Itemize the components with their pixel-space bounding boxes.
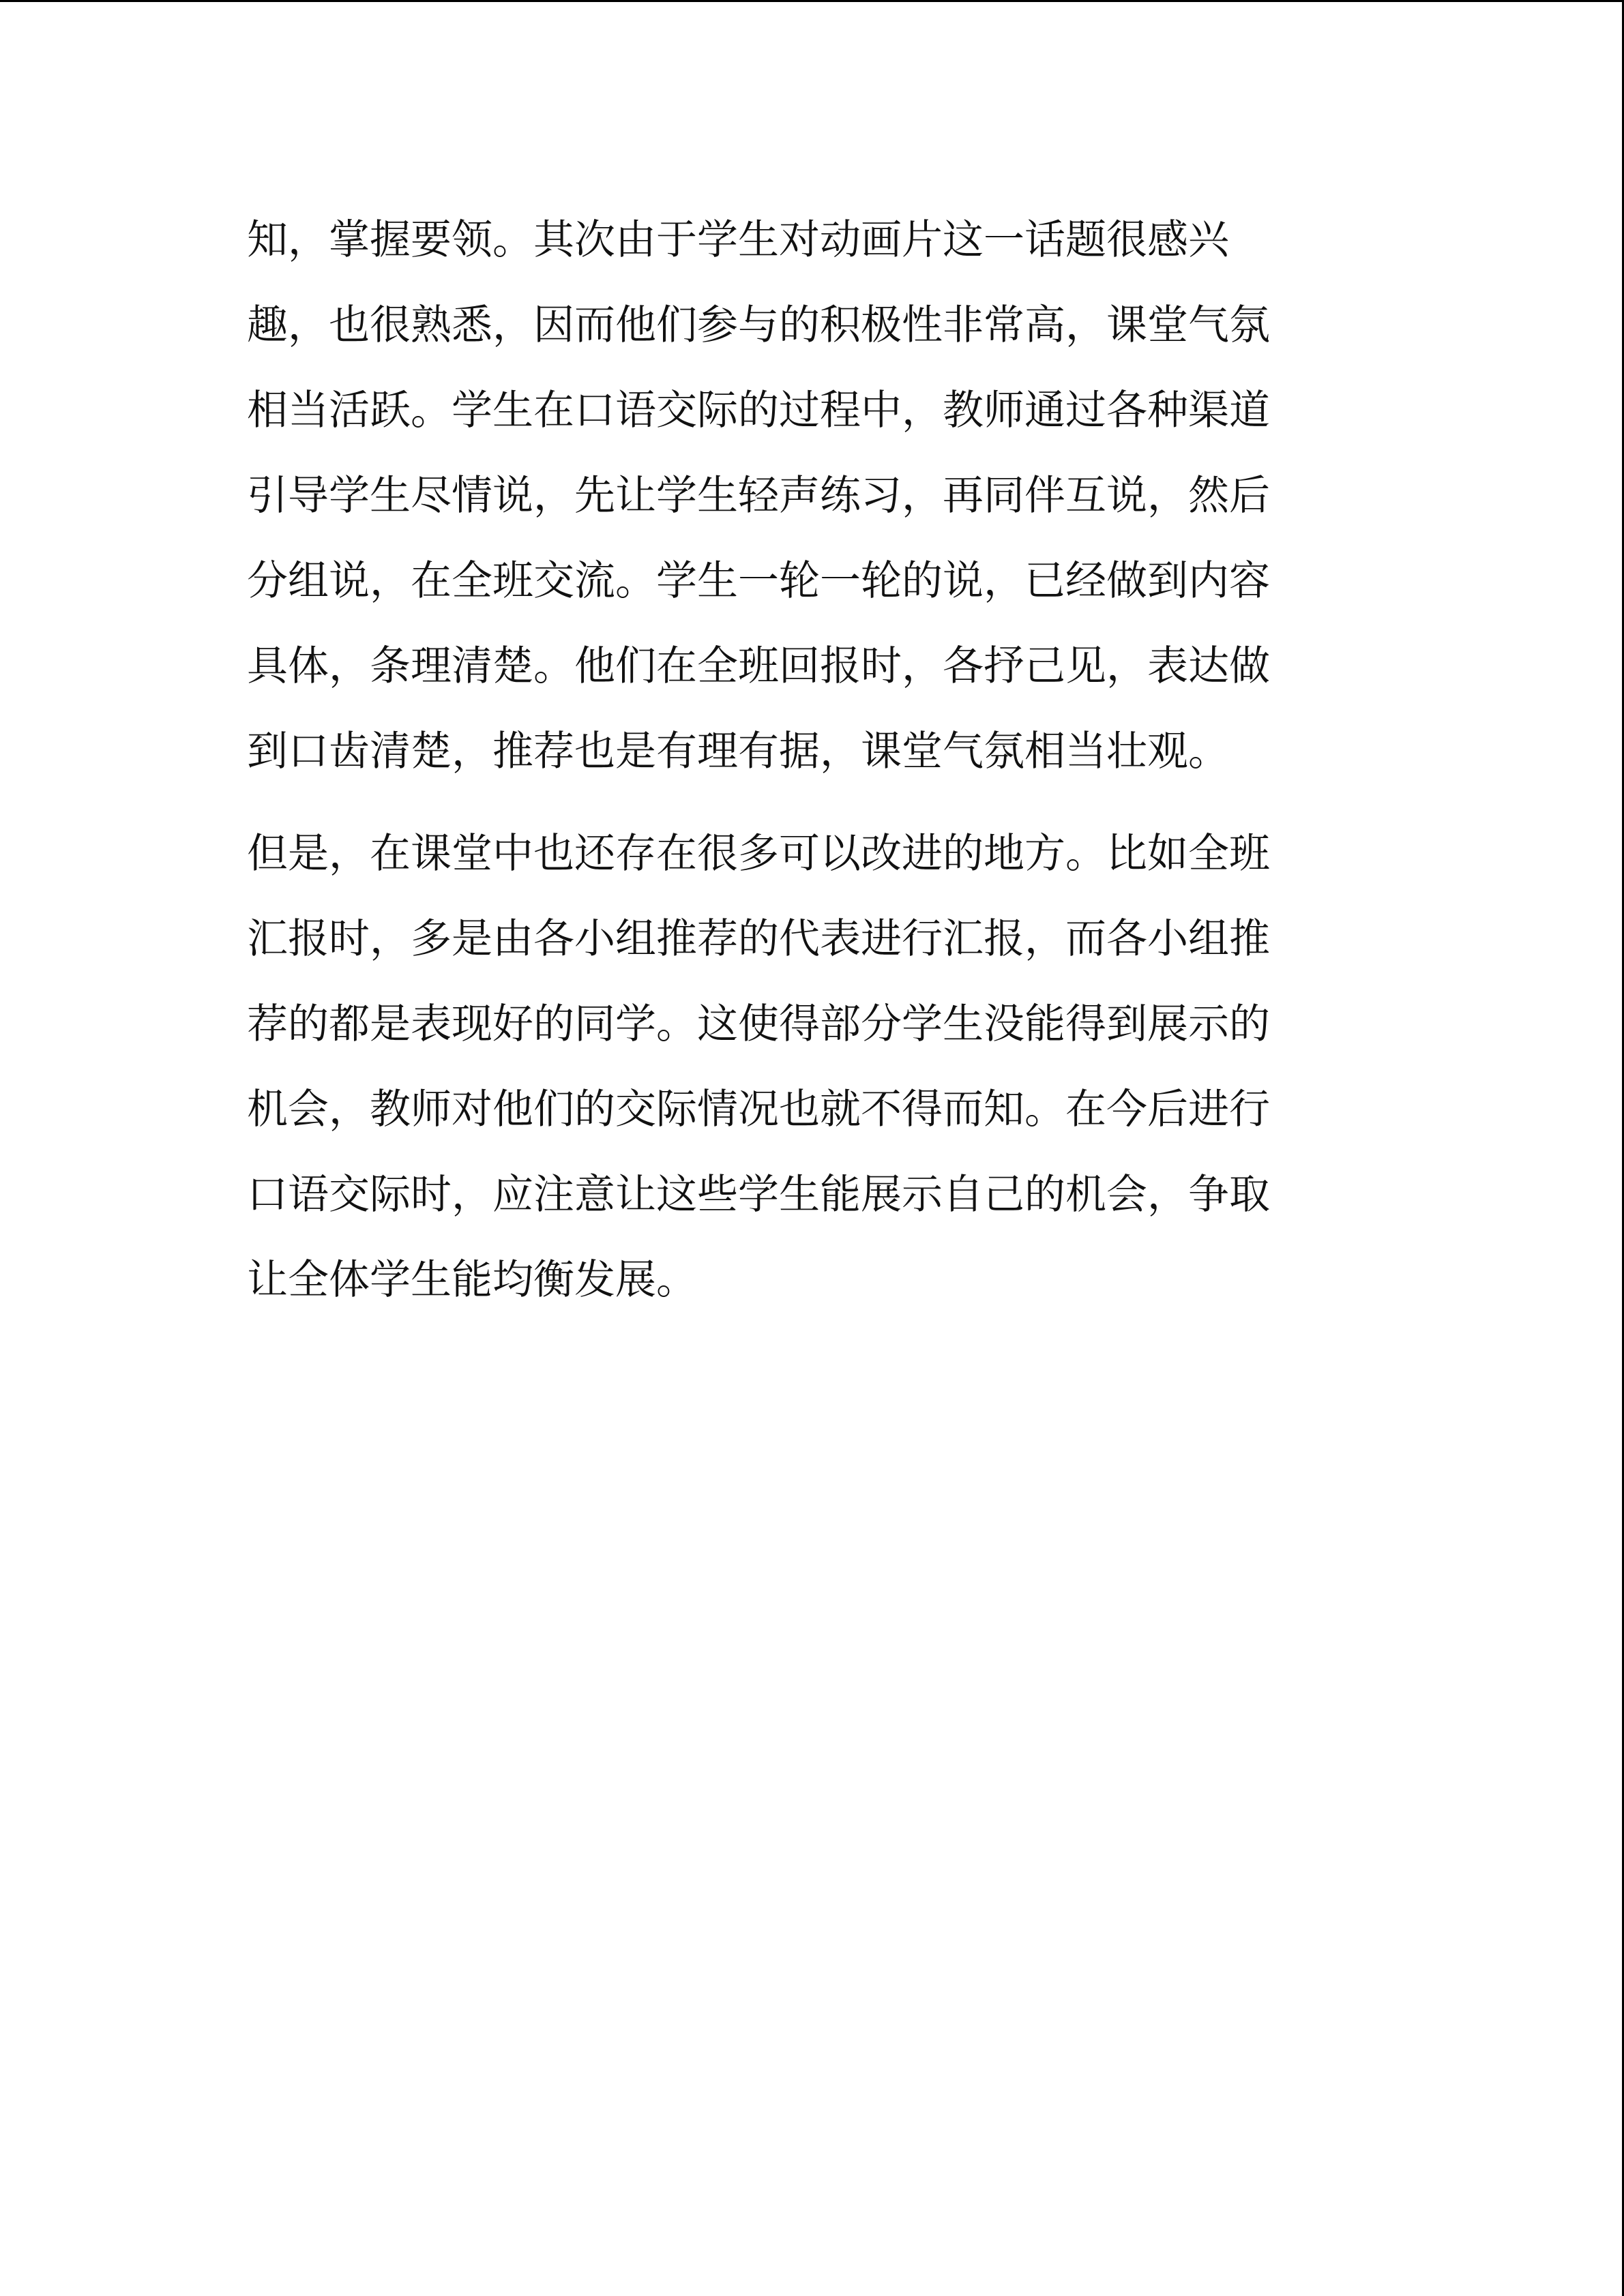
text-line: 到口齿清楚，推荐也是有理有据，课堂气氛相当壮观。 xyxy=(247,728,1229,775)
text-line: 口语交际时，应注意让这些学生能展示自己的机会，争取 xyxy=(247,1171,1270,1219)
text-line: 引导学生尽情说，先让学生轻声练习，再同伴互说，然后 xyxy=(247,472,1270,520)
body-text xyxy=(247,198,1338,1323)
paragraph-gap xyxy=(247,794,1338,811)
text-line: 荐的都是表现好的同学。这使得部分学生没能得到展示的 xyxy=(247,1000,1270,1048)
text-line: 分组说，在全班交流。学生一轮一轮的说，已经做到内容 xyxy=(247,557,1270,605)
paragraph-2 xyxy=(247,811,1338,1323)
page-top-border xyxy=(0,0,1624,2)
paragraph-1 xyxy=(247,198,1338,794)
text-line: 知，掌握要领。其次由于学生对动画片这一话题很感兴 xyxy=(247,216,1229,264)
text-line: 让全体学生能均衡发展。 xyxy=(247,1256,697,1304)
text-line: 机会，教师对他们的交际情况也就不得而知。在今后进行 xyxy=(247,1086,1270,1133)
text-line: 具体，条理清楚。他们在全班回报时，各抒己见，表达做 xyxy=(247,642,1270,690)
text-line: 相当活跃。学生在口语交际的过程中，教师通过各种渠道 xyxy=(247,387,1270,434)
text-line: 汇报时，多是由各小组推荐的代表进行汇报，而各小组推 xyxy=(247,915,1270,963)
text-line: 但是，在课堂中也还存在很多可以改进的地方。比如全班 xyxy=(247,830,1270,878)
text-line: 趣，也很熟悉，因而他们参与的积极性非常高，课堂气氛 xyxy=(247,301,1270,349)
